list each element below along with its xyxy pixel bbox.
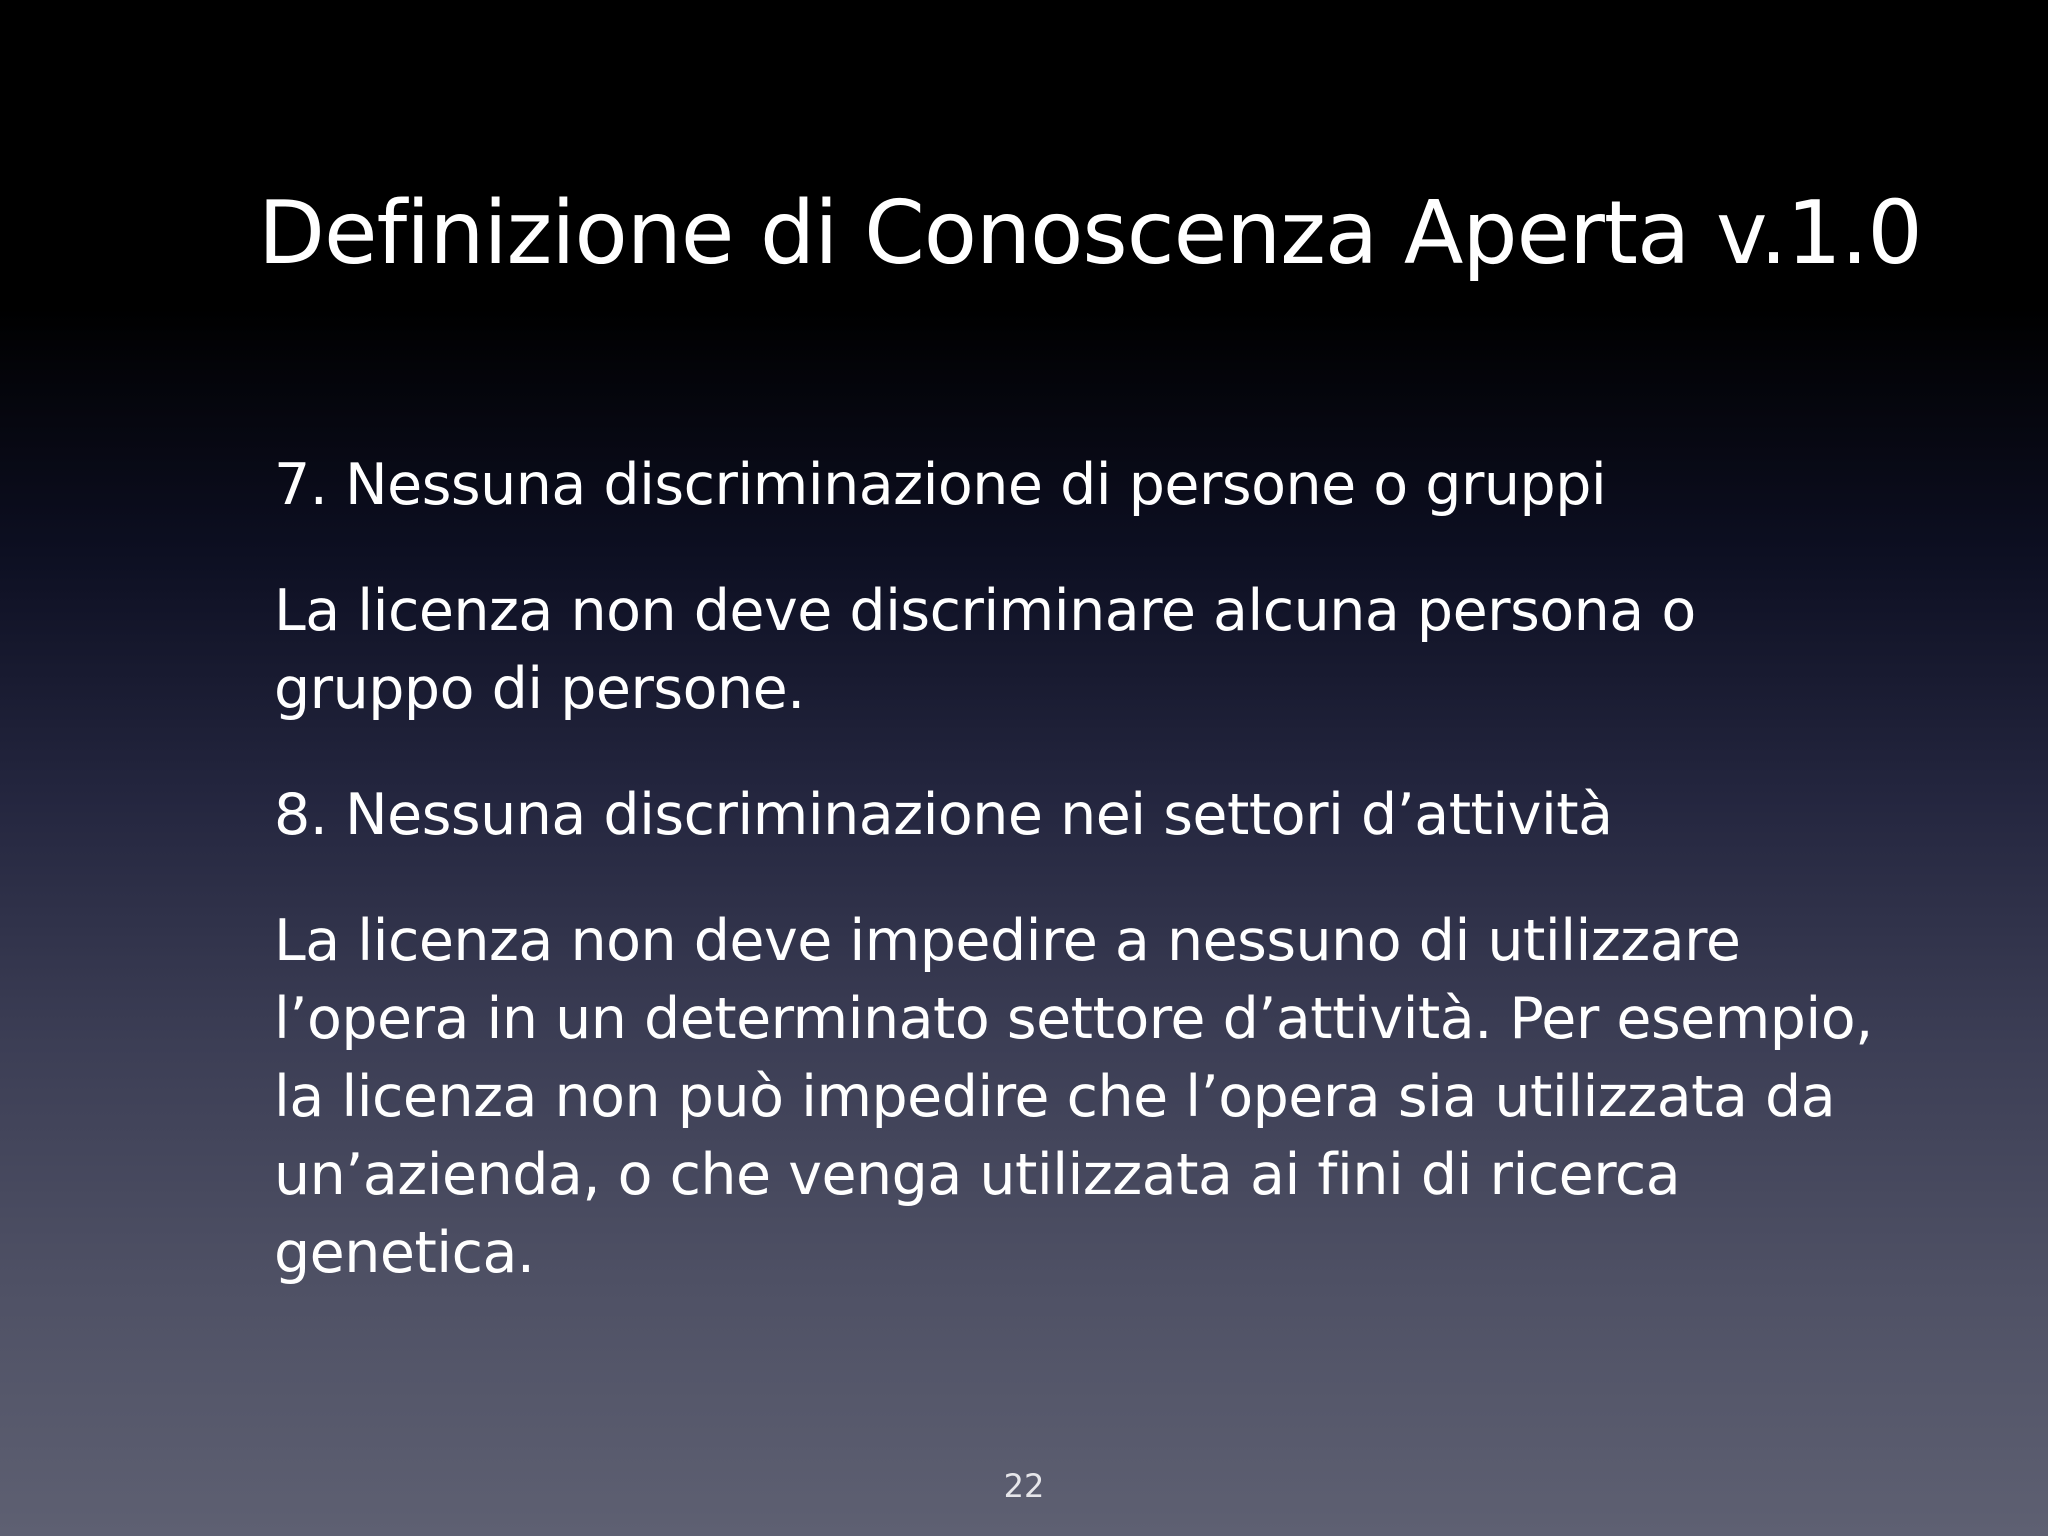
clause-8-heading xyxy=(274,776,1613,854)
text-line: un’azienda, o che venga utilizzata ai fini di ricerca xyxy=(274,1142,1681,1208)
text-line: gruppo di persone. xyxy=(274,656,805,722)
clause-8-description xyxy=(274,902,1873,1292)
text-line: 8. Nessuna discriminazione nei settori d’attività xyxy=(274,782,1613,848)
text-line: 7. Nessuna discriminazione di persone o gruppi xyxy=(274,452,1607,518)
text-line: genetica. xyxy=(274,1220,535,1286)
text-line: la licenza non può impedire che l’opera sia utilizzata da xyxy=(274,1064,1836,1130)
slide-title: Definizione di Conoscenza Aperta v.1.0 xyxy=(258,182,1922,284)
clause-7-heading xyxy=(274,446,1606,524)
text-line: La licenza non deve discriminare alcuna persona o xyxy=(274,578,1696,644)
text-line: La licenza non deve impedire a nessuno di utilizzare xyxy=(274,908,1741,974)
page-number: 22 xyxy=(1003,1467,1045,1505)
clause-7-description xyxy=(274,572,1696,728)
text-line: l’opera in un determinato settore d’attività. Per esempio, xyxy=(274,986,1873,1052)
